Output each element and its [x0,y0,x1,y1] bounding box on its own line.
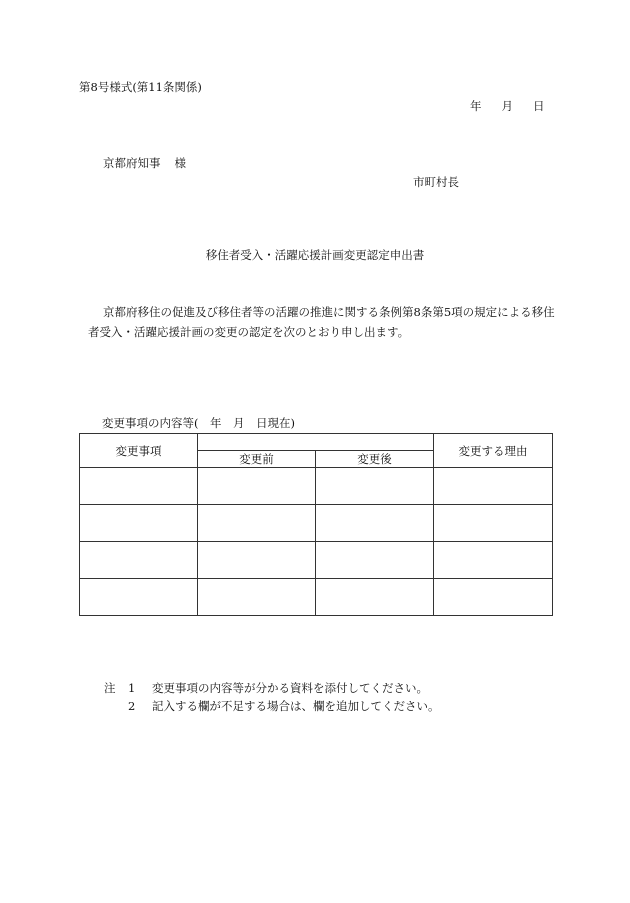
table-cell[interactable] [198,468,316,505]
table-cell[interactable] [316,542,434,579]
date-year-label: 年 [470,99,482,113]
table-cell[interactable] [80,579,198,616]
table-cell[interactable] [316,505,434,542]
form-number: 第8号様式(第11条関係) [79,80,202,94]
note-item [104,697,440,715]
header-reason: 変更する理由 [434,434,553,468]
sender: 市町村長 [413,175,459,189]
table-cell[interactable] [434,505,553,542]
notes-label: 注 [104,681,116,695]
table-row [80,542,553,579]
changes-table [79,433,553,616]
header-change-item: 変更事項 [80,434,198,468]
header-after: 変更後 [316,451,434,468]
date-day-label: 日 [533,99,545,113]
table-cell[interactable] [80,505,198,542]
header-before: 変更前 [198,451,316,468]
note-text: 変更事項の内容等が分かる資料を添付してください。 [152,681,428,695]
table-cell[interactable] [198,505,316,542]
note-item [104,679,440,697]
table-cell[interactable] [80,542,198,579]
table-cell[interactable] [434,542,553,579]
addressee-name: 京都府知事 [103,156,161,170]
table-row [80,505,553,542]
table-caption: 変更事項の内容等( 年 月 日現在) [102,416,295,430]
table-cell[interactable] [80,468,198,505]
document-title: 移住者受入・活躍応援計画変更認定申出書 [205,248,425,262]
table-cell[interactable] [434,579,553,616]
addressee-honorific: 様 [174,156,186,170]
table-cell[interactable] [198,579,316,616]
table-cell[interactable] [316,579,434,616]
note-number: 1 [128,681,136,695]
note-number: 2 [128,699,136,713]
addressee [103,158,186,170]
body-text: 京都府移住の促進及び移住者等の活躍の推進に関する条例第8条第5項の規定による移住者受入・活躍応援計画の変更の認定を次のとおり申し出ます。 [88,305,555,339]
table-cell[interactable] [434,468,553,505]
date-line [470,101,545,113]
notes [104,679,440,715]
table-cell[interactable] [316,468,434,505]
table-row [80,579,553,616]
header-blank-span [198,434,434,451]
table-cell[interactable] [198,542,316,579]
date-month-label: 月 [501,99,513,113]
note-text: 記入する欄が不足する場合は、欄を追加してください。 [152,699,440,713]
table-row [80,468,553,505]
